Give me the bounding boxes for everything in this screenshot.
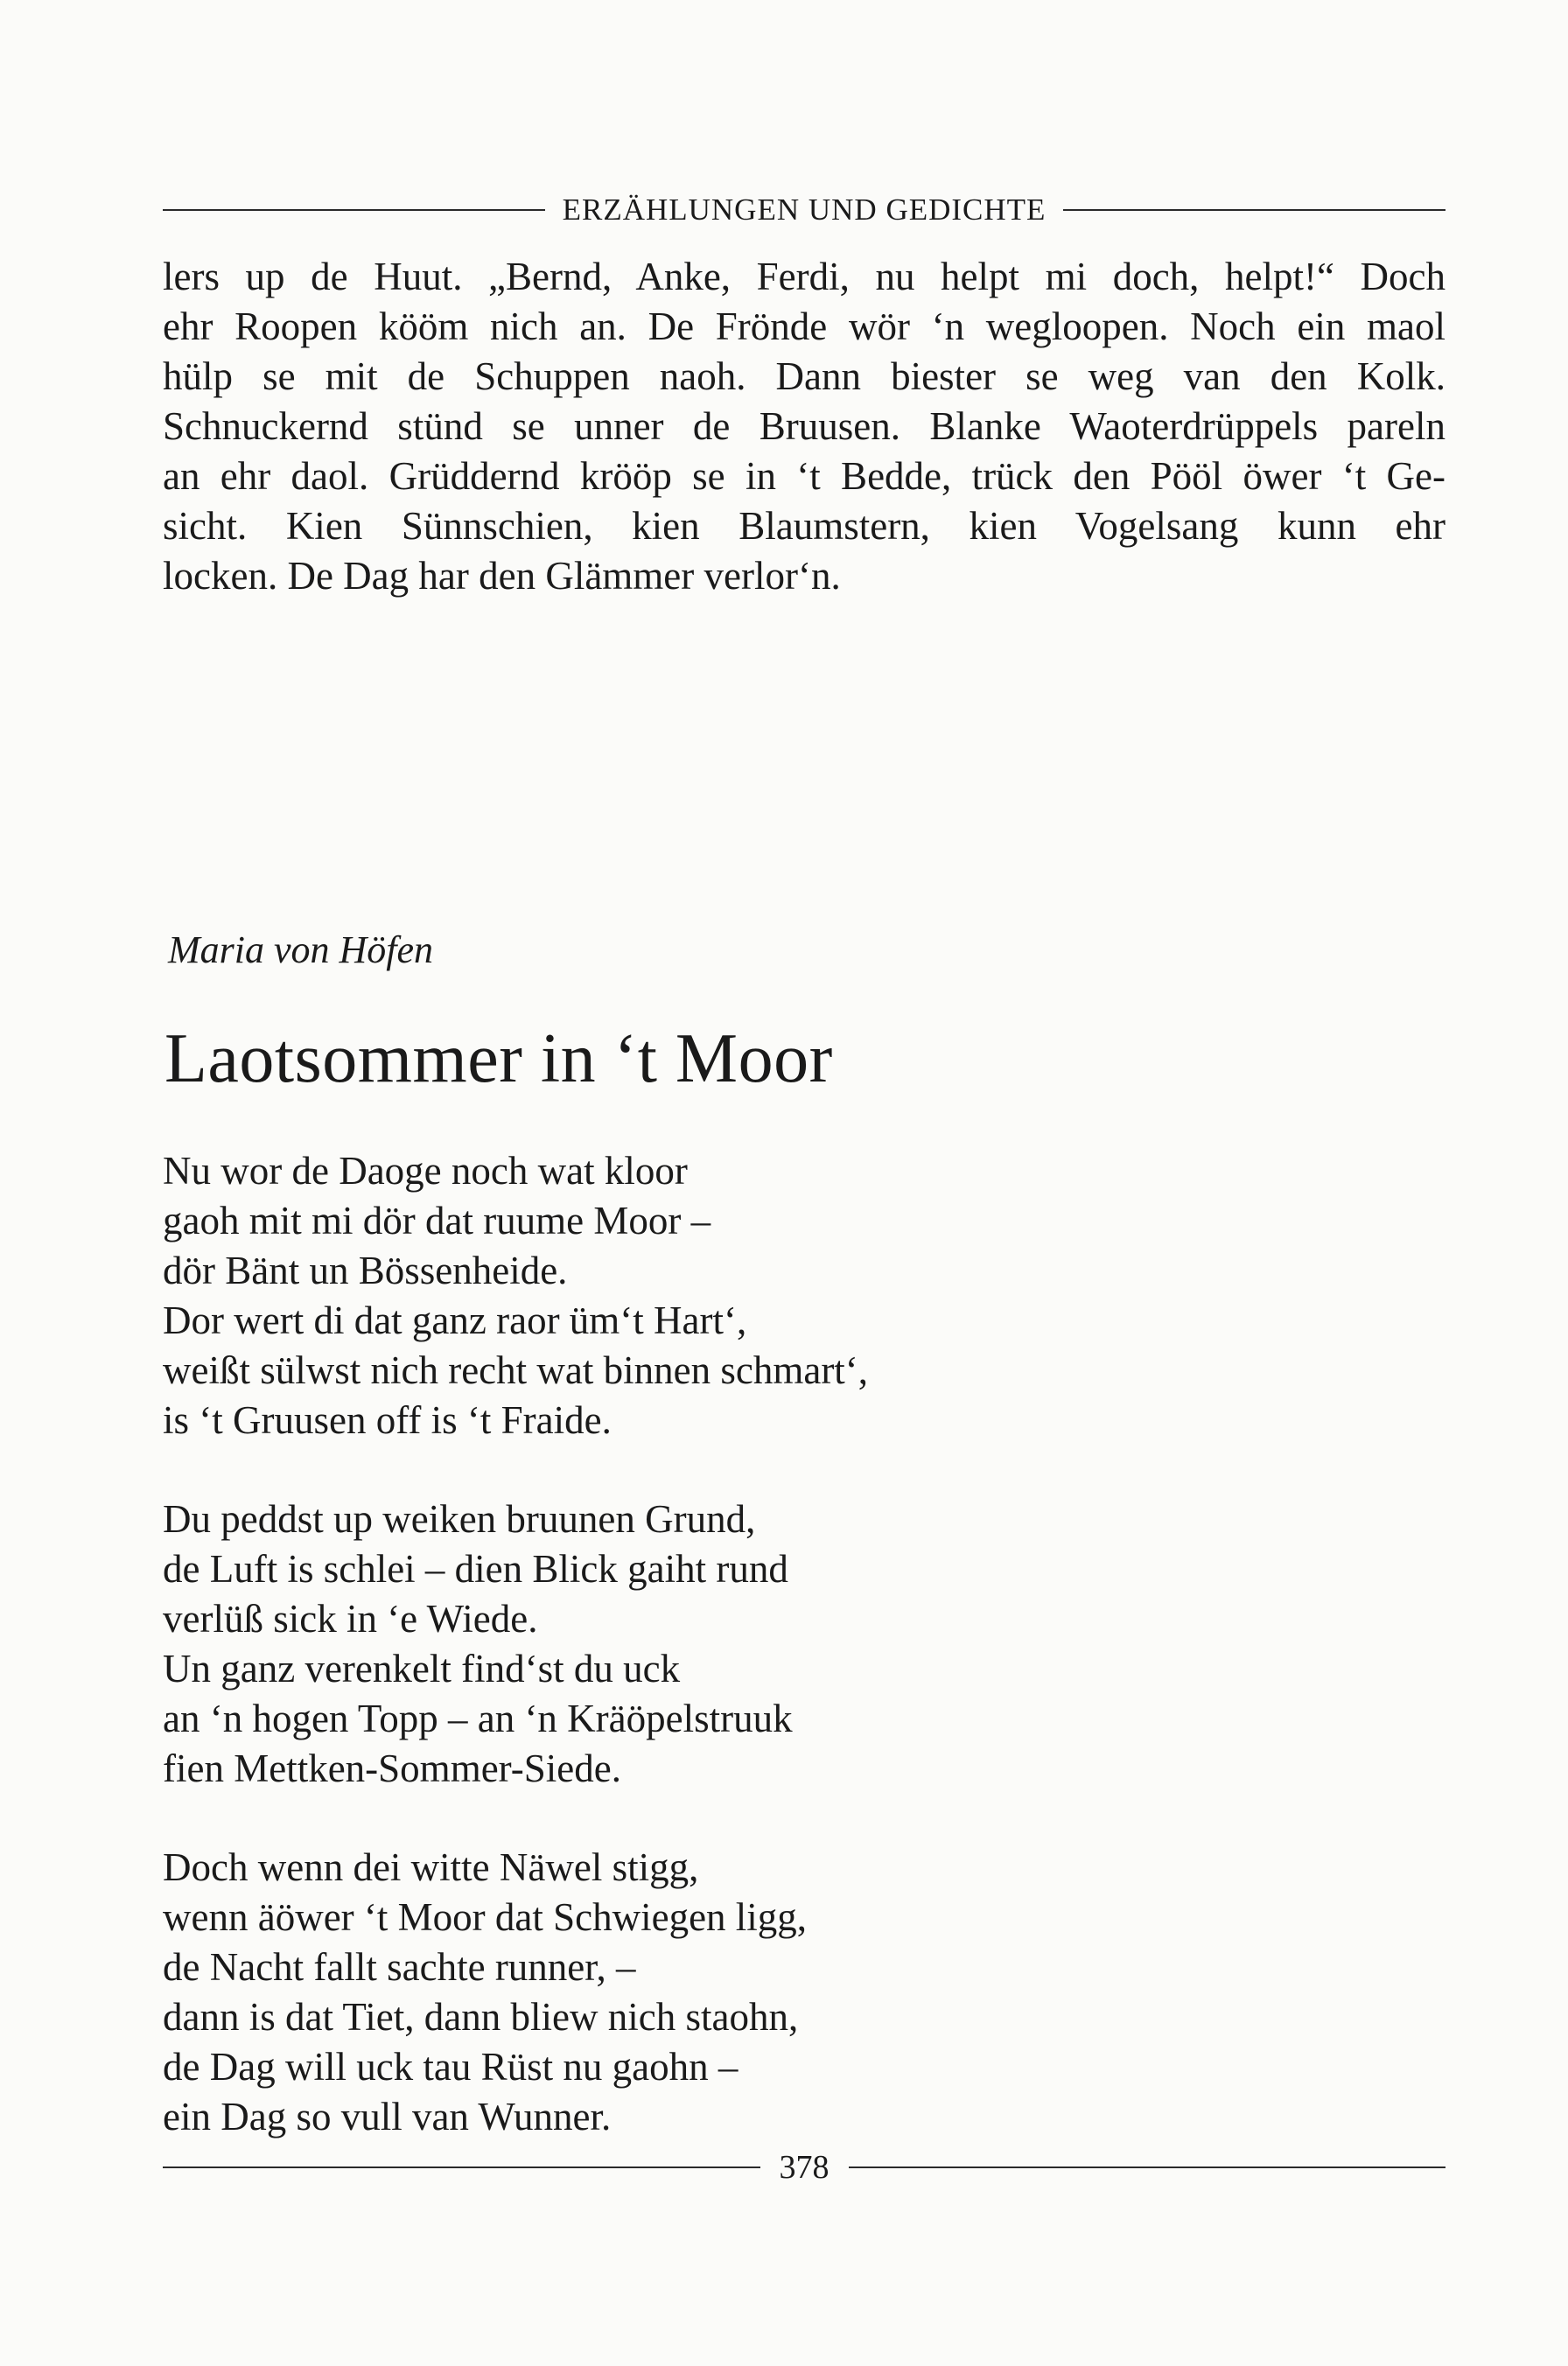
verse-line: an ‘n hogen Topp – an ‘n Kräöpelstruuk — [163, 1697, 793, 1740]
poem-author: Maria von Höfen — [168, 928, 434, 971]
verse-line: Nu wor de Daoge noch wat kloor — [163, 1149, 688, 1193]
stanza-2 — [163, 1494, 868, 1794]
header-rule-left — [163, 209, 545, 211]
footer-rule-left — [163, 2166, 760, 2168]
running-title: ERZÄHLUNGEN UND GEDICHTE — [562, 192, 1046, 227]
running-header — [163, 194, 1446, 225]
verse-line: is ‘t Gruusen off is ‘t Fraide. — [163, 1398, 612, 1442]
verse-line: dör Bänt un Bössenheide. — [163, 1249, 568, 1292]
footer-rule-right — [849, 2166, 1446, 2168]
stanza-1 — [163, 1146, 868, 1446]
prose-line: hülp se mit de Schuppen naoh. Dann biester se weg van den Kolk. — [163, 354, 1446, 398]
page-footer — [163, 2151, 1446, 2184]
verse-line: de Nacht fallt sachte runner, – — [163, 1945, 636, 1989]
stanza-3 — [163, 1843, 868, 2142]
verse-line: de Dag will uck tau Rüst nu gaohn – — [163, 2045, 738, 2089]
poem-title: Laotsommer in ‘t Moor — [164, 1020, 833, 1097]
verse-line: weißt sülwst nich recht wat binnen schmart‘, — [163, 1348, 869, 1392]
verse-line: dann is dat Tiet, dann bliew nich staohn, — [163, 1995, 799, 2039]
prose-line: lers up de Huut. „Bernd, Anke, Ferdi, nu helpt mi doch, helpt!“ Doch — [163, 255, 1446, 298]
verse-line: verlüß sick in ‘e Wiede. — [163, 1597, 538, 1641]
verse-line: wenn äöwer ‘t Moor dat Schwiegen ligg, — [163, 1895, 808, 1939]
poem-body — [163, 1146, 868, 2191]
prose-line: locken. De Dag har den Glämmer verlor‘n. — [163, 554, 841, 598]
verse-line: Un ganz verenkelt find‘st du uck — [163, 1647, 681, 1690]
verse-line: ein Dag so vull van Wunner. — [163, 2095, 612, 2138]
header-rule-right — [1063, 209, 1446, 211]
verse-line: Doch wenn dei witte Näwel stigg, — [163, 1845, 699, 1889]
verse-line: de Luft is schlei – dien Blick gaiht rund — [163, 1547, 788, 1591]
prose-line: an ehr daol. Grüddernd krööp se in ‘t Bedde, trück den Pööl öwer ‘t Ge- — [163, 454, 1446, 498]
verse-line: Dor wert di dat ganz raor üm‘t Hart‘, — [163, 1298, 747, 1342]
page-number: 378 — [779, 2149, 830, 2186]
verse-line: fien Mettken-Sommer-Siede. — [163, 1746, 621, 1790]
prose-line: Schnuckernd stünd se unner de Bruusen. Blanke Waoterdrüppels pareln — [163, 404, 1446, 448]
prose-paragraph — [163, 252, 1446, 601]
prose-line: sicht. Kien Sünnschien, kien Blaumstern, kien Vogelsang kunn ehr — [163, 504, 1446, 548]
prose-line: ehr Roopen kööm nich an. De Frönde wör ‘n wegloopen. Noch ein maol — [163, 304, 1446, 348]
verse-line: gaoh mit mi dör dat ruume Moor – — [163, 1199, 711, 1242]
verse-line: Du peddst up weiken bruunen Grund, — [163, 1497, 756, 1541]
